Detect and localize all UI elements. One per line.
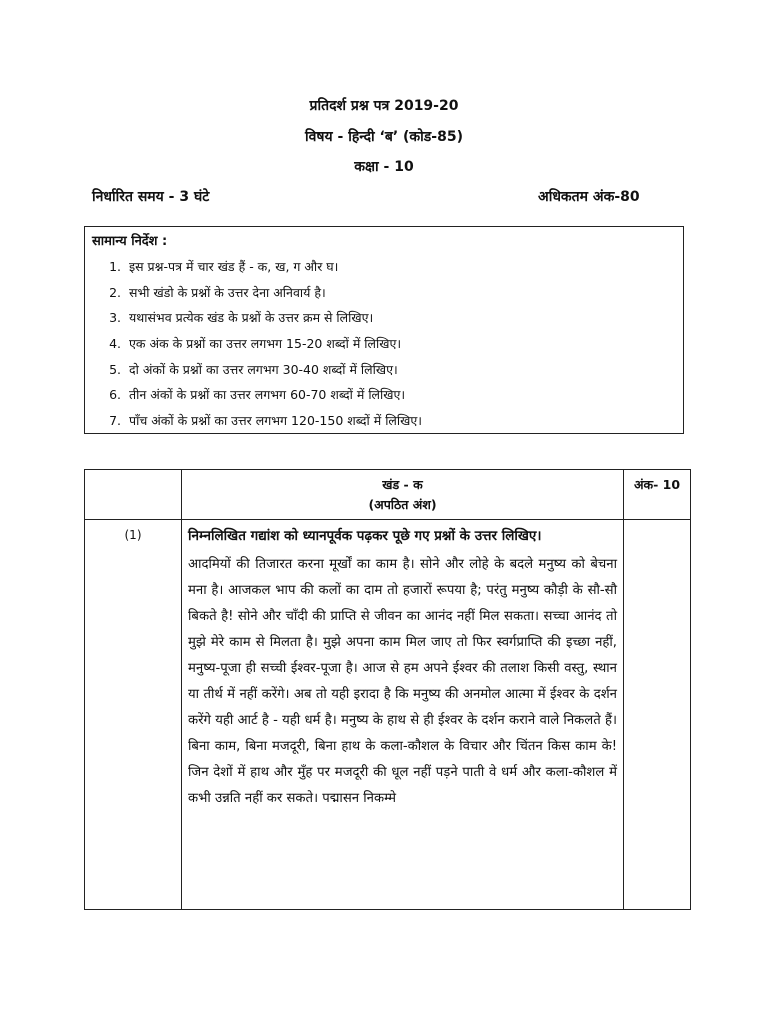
instruction-text: यथासंभव प्रत्येक खंड के प्रश्नों के उत्तर क्रम से लिखिए। [129, 310, 374, 326]
max-marks: अधिकतम अंक-80 [538, 189, 640, 205]
time-allowed: निर्धारित समय - 3 घंटे [92, 189, 210, 205]
unseen-passage: आदमियों की तिजारत करना मूर्खों का काम है। सोने और लोहे के बदले मनुष्य को बेचना मना है। आजकल भाप की कलों का दाम तो हजारों रूपया है; परंतु मनुष्य कौड़ी के सौ-सौ बिकते है! सोने और चाँदी की प्राप्ति से जीवन का आनंद नहीं मिल सकता। सच्चा आनंद तो मुझे मेरे काम से मिलता है। मुझे अपना काम मिल जाए तो फिर स्वर्गप्राप्ति की इच्छा नहीं, मनुष्य-पूजा ही सच्ची ईश्वर-पूजा है। आज से हम अपने ईश्वर की तलाश किसी वस्तु, स्थान या तीर्थ में नहीं करेंगे। अब तो यही इरादा है कि मनुष्य की अनमोल आत्मा में ईश्वर के दर्शन करेंगे यही आर्ट है - यही धर्म है। मनुष्य के हाथ से ही ईश्वर के दर्शन कराने वाले निकलते हैं। बिना काम, बिना मजदूरी, बिना हाथ के कला-कौशल के विचार और चिंतन किस काम के! जिन देशों में हाथ और मुँह पर मजदूरी की धूल नहीं पड़ने पाती वे धर्म और कला-कौशल में कभी उन्नति नहीं कर सकते। पद्मासन निकम्मे [188, 557, 617, 806]
question-prompt: निम्नलिखित गद्यांश को ध्यानपूर्वक पढ़कर पूछे गए प्रश्नों के उत्तर लिखिए। [188, 528, 542, 544]
subject-line: विषय - हिन्दी ‘ब’ (कोड-85) [305, 129, 463, 145]
instruction-text: दो अंकों के प्रश्नों का उत्तर लगभग 30-40 शब्दों में लिखिए। [129, 361, 398, 377]
instructions-heading: सामान्य निर्देश : [92, 234, 168, 249]
paper-title: प्रतिदर्श प्रश्न पत्र 2019-20 [309, 98, 459, 114]
instruction-text: तीन अंकों के प्रश्नों का उत्तर लगभग 60-70 शब्दों में लिखिए। [129, 387, 406, 403]
section-ka-table [84, 469, 691, 910]
section-marks: अंक- 10 [624, 470, 691, 520]
question-body [182, 520, 624, 910]
instruction-number: 4. [109, 336, 121, 352]
question-number: (1) [85, 520, 182, 910]
section-heading-cell [182, 470, 624, 520]
instruction-item [85, 360, 422, 386]
class-line: कक्षा - 10 [354, 159, 414, 175]
instruction-number: 2. [109, 284, 121, 300]
instruction-number: 1. [109, 259, 121, 274]
instruction-number: 3. [109, 310, 121, 326]
instruction-text: पाँच अंकों के प्रश्नों का उत्तर लगभग 120-150 शब्दों में लिखिए। [129, 413, 423, 429]
section-name: खंड - क [382, 477, 423, 492]
instruction-item [85, 411, 422, 437]
instructions-list [85, 257, 422, 437]
instruction-item [85, 385, 422, 411]
section-subtitle: (अपठित अंश) [368, 497, 437, 512]
instruction-number: 5. [109, 361, 121, 377]
instruction-number: 7. [109, 413, 121, 429]
instruction-text: एक अंक के प्रश्नों का उत्तर लगभग 15-20 शब्दों में लिखिए। [129, 336, 402, 352]
question-row [85, 520, 691, 910]
instruction-item [85, 334, 422, 360]
instruction-text: इस प्रश्न-पत्र में चार खंड हैं - क, ख, ग और घ। [129, 259, 339, 274]
instruction-item [85, 257, 422, 283]
empty-cell [85, 470, 182, 520]
general-instructions-box [84, 226, 684, 434]
empty-marks-cell [624, 520, 691, 910]
section-header-row [85, 470, 691, 520]
instruction-text: सभी खंडो के प्रश्नों के उत्तर देना अनिवार्य है। [129, 284, 326, 300]
instruction-item [85, 283, 422, 309]
instruction-item [85, 308, 422, 334]
instruction-number: 6. [109, 387, 121, 403]
